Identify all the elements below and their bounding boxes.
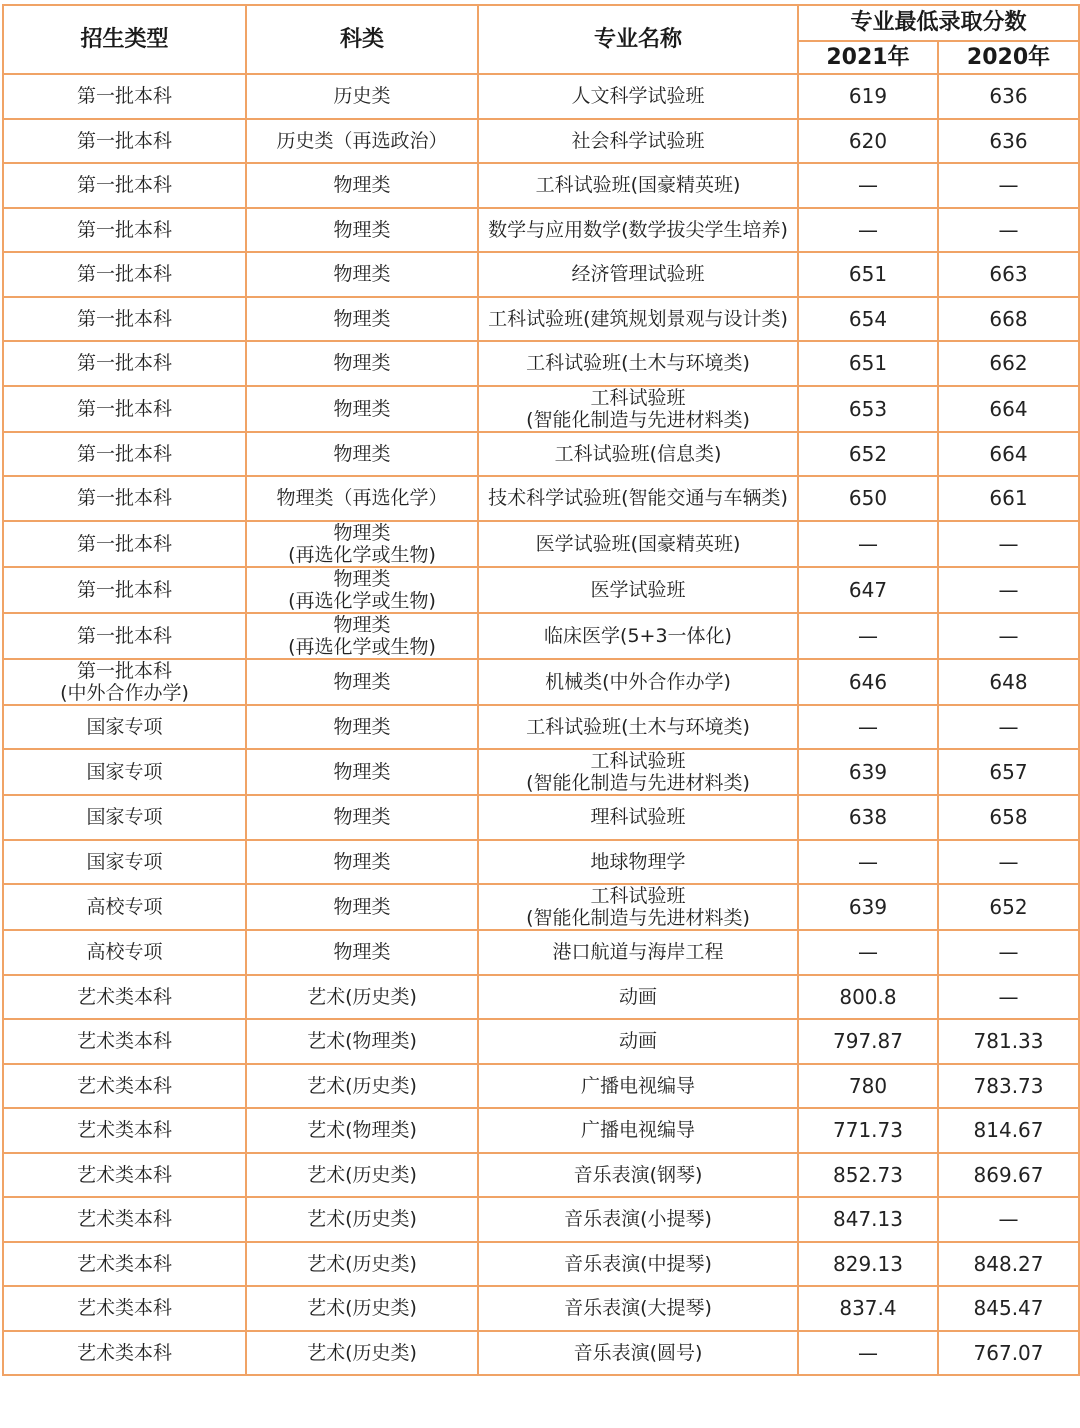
cell-score-2020: — <box>938 208 1079 253</box>
cell-score-2021: 800.8 <box>798 975 938 1020</box>
cell-major-name: 音乐表演(小提琴) <box>478 1197 798 1242</box>
cell-enrollment-type: 第一批本科 <box>3 297 246 342</box>
cell-score-2021: 639 <box>798 749 938 795</box>
cell-subject-category: 物理类 <box>246 795 478 840</box>
cell-score-2020: 636 <box>938 74 1079 119</box>
cell-score-2020: 668 <box>938 297 1079 342</box>
cell-score-2020: — <box>938 705 1079 750</box>
table-row <box>3 521 1079 567</box>
table-row <box>3 884 1079 930</box>
cell-enrollment-type: 高校专项 <box>3 930 246 975</box>
cell-major-name: 广播电视编导 <box>478 1108 798 1153</box>
cell-enrollment-type: 第一批本科 <box>3 208 246 253</box>
cell-subject-category: 艺术(历史类) <box>246 1153 478 1198</box>
cell-subject-category: 物理类 <box>246 749 478 795</box>
table-row <box>3 341 1079 386</box>
cell-score-2021: 647 <box>798 567 938 613</box>
cell-score-2020: 664 <box>938 432 1079 477</box>
cell-score-2020: 848.27 <box>938 1242 1079 1287</box>
cell-score-2021: 771.73 <box>798 1108 938 1153</box>
cell-subject-category: 物理类 <box>246 163 478 208</box>
cell-major-name: 地球物理学 <box>478 840 798 885</box>
cell-score-2021: — <box>798 1331 938 1376</box>
cell-score-2020: 814.67 <box>938 1108 1079 1153</box>
cell-enrollment-type: 艺术类本科 <box>3 1197 246 1242</box>
cell-score-2020: — <box>938 163 1079 208</box>
cell-subject-category: 物理类 <box>246 705 478 750</box>
cell-score-2021: 650 <box>798 476 938 521</box>
cell-major-name: 数学与应用数学(数学拔尖学生培养) <box>478 208 798 253</box>
cell-score-2020: 845.47 <box>938 1286 1079 1331</box>
cell-major-name: 港口航道与海岸工程 <box>478 930 798 975</box>
cell-score-2020: 636 <box>938 119 1079 164</box>
cell-major-name: 临床医学(5+3一体化) <box>478 613 798 659</box>
cell-score-2021: — <box>798 930 938 975</box>
cell-enrollment-type: 艺术类本科 <box>3 1242 246 1287</box>
cell-score-2021: 780 <box>798 1064 938 1109</box>
cell-enrollment-type: 国家专项 <box>3 705 246 750</box>
table-row <box>3 1064 1079 1109</box>
cell-score-2021: — <box>798 613 938 659</box>
cell-score-2021: 837.4 <box>798 1286 938 1331</box>
table-row <box>3 252 1079 297</box>
cell-score-2021: 646 <box>798 659 938 705</box>
cell-major-name: 音乐表演(钢琴) <box>478 1153 798 1198</box>
table-row <box>3 208 1079 253</box>
cell-score-2021: 653 <box>798 386 938 432</box>
cell-major-name: 工科试验班(土木与环境类) <box>478 705 798 750</box>
table-row <box>3 1242 1079 1287</box>
table-row <box>3 1108 1079 1153</box>
table-row <box>3 930 1079 975</box>
cell-score-2020: — <box>938 1197 1079 1242</box>
cell-major-name: 社会科学试验班 <box>478 119 798 164</box>
cell-enrollment-type: 第一批本科 <box>3 252 246 297</box>
cell-enrollment-type: 艺术类本科 <box>3 975 246 1020</box>
cell-enrollment-type: 第一批本科 <box>3 74 246 119</box>
cell-major-name: 音乐表演(大提琴) <box>478 1286 798 1331</box>
cell-enrollment-type: 艺术类本科 <box>3 1153 246 1198</box>
cell-subject-category: 艺术(历史类) <box>246 1331 478 1376</box>
table-body <box>3 74 1079 1375</box>
cell-subject-category: 物理类（再选化学） <box>246 476 478 521</box>
table-header <box>3 5 1079 74</box>
cell-subject-category: 艺术(物理类) <box>246 1019 478 1064</box>
header-enrollment-type: 招生类型 <box>3 5 246 74</box>
cell-subject-category: 物理类 <box>246 297 478 342</box>
cell-major-name: 动画 <box>478 975 798 1020</box>
cell-enrollment-type: 艺术类本科 <box>3 1064 246 1109</box>
table-row <box>3 119 1079 164</box>
cell-subject-category: 物理类 <box>246 884 478 930</box>
table-row <box>3 795 1079 840</box>
cell-enrollment-type: 第一批本科 <box>3 386 246 432</box>
cell-subject-category: 物理类 <box>246 432 478 477</box>
cell-score-2021: — <box>798 521 938 567</box>
cell-score-2021: 829.13 <box>798 1242 938 1287</box>
cell-enrollment-type: 第一批本科 <box>3 432 246 477</box>
cell-enrollment-type: 艺术类本科 <box>3 1286 246 1331</box>
cell-major-name: 工科试验班 (智能化制造与先进材料类) <box>478 386 798 432</box>
cell-score-2020: 661 <box>938 476 1079 521</box>
cell-enrollment-type: 第一批本科 <box>3 567 246 613</box>
cell-major-name: 工科试验班(建筑规划景观与设计类) <box>478 297 798 342</box>
table-row <box>3 1153 1079 1198</box>
cell-major-name: 工科试验班 (智能化制造与先进材料类) <box>478 749 798 795</box>
cell-enrollment-type: 第一批本科 <box>3 119 246 164</box>
cell-score-2020: 662 <box>938 341 1079 386</box>
cell-enrollment-type: 艺术类本科 <box>3 1331 246 1376</box>
cell-score-2021: 847.13 <box>798 1197 938 1242</box>
cell-enrollment-type: 第一批本科 <box>3 521 246 567</box>
cell-major-name: 医学试验班(国豪精英班) <box>478 521 798 567</box>
header-min-score-group: 专业最低录取分数 <box>798 5 1079 41</box>
cell-enrollment-type: 国家专项 <box>3 840 246 885</box>
cell-score-2020: — <box>938 975 1079 1020</box>
cell-subject-category: 物理类 <box>246 930 478 975</box>
cell-score-2020: 781.33 <box>938 1019 1079 1064</box>
cell-subject-category: 物理类 <box>246 341 478 386</box>
cell-enrollment-type: 艺术类本科 <box>3 1108 246 1153</box>
table-row <box>3 749 1079 795</box>
cell-score-2021: — <box>798 840 938 885</box>
cell-score-2021: — <box>798 163 938 208</box>
table-row <box>3 840 1079 885</box>
cell-score-2020: — <box>938 613 1079 659</box>
table-row <box>3 613 1079 659</box>
cell-major-name: 医学试验班 <box>478 567 798 613</box>
cell-major-name: 经济管理试验班 <box>478 252 798 297</box>
cell-major-name: 工科试验班(土木与环境类) <box>478 341 798 386</box>
cell-subject-category: 艺术(历史类) <box>246 975 478 1020</box>
cell-major-name: 工科试验班(国豪精英班) <box>478 163 798 208</box>
cell-score-2020: 657 <box>938 749 1079 795</box>
cell-subject-category: 物理类 <box>246 208 478 253</box>
cell-score-2020: 652 <box>938 884 1079 930</box>
cell-score-2020: 663 <box>938 252 1079 297</box>
table-row <box>3 386 1079 432</box>
cell-subject-category: 历史类（再选政治） <box>246 119 478 164</box>
cell-score-2020: — <box>938 930 1079 975</box>
table-row <box>3 705 1079 750</box>
cell-subject-category: 物理类 <box>246 659 478 705</box>
cell-subject-category: 艺术(历史类) <box>246 1286 478 1331</box>
cell-score-2021: — <box>798 208 938 253</box>
table-row <box>3 567 1079 613</box>
cell-score-2021: 651 <box>798 341 938 386</box>
cell-major-name: 技术科学试验班(智能交通与车辆类) <box>478 476 798 521</box>
cell-subject-category: 物理类 (再选化学或生物) <box>246 521 478 567</box>
table-row <box>3 163 1079 208</box>
cell-score-2020: — <box>938 840 1079 885</box>
cell-subject-category: 物理类 <box>246 840 478 885</box>
cell-major-name: 理科试验班 <box>478 795 798 840</box>
cell-enrollment-type: 国家专项 <box>3 749 246 795</box>
cell-subject-category: 物理类 (再选化学或生物) <box>246 613 478 659</box>
cell-score-2021: 654 <box>798 297 938 342</box>
cell-subject-category: 艺术(物理类) <box>246 1108 478 1153</box>
cell-major-name: 广播电视编导 <box>478 1064 798 1109</box>
cell-subject-category: 历史类 <box>246 74 478 119</box>
cell-major-name: 音乐表演(中提琴) <box>478 1242 798 1287</box>
cell-enrollment-type: 艺术类本科 <box>3 1019 246 1064</box>
cell-score-2021: 652 <box>798 432 938 477</box>
cell-score-2020: 869.67 <box>938 1153 1079 1198</box>
table-row <box>3 1331 1079 1376</box>
cell-subject-category: 物理类 <box>246 252 478 297</box>
cell-enrollment-type: 第一批本科 <box>3 341 246 386</box>
cell-subject-category: 艺术(历史类) <box>246 1242 478 1287</box>
header-major-name: 专业名称 <box>478 5 798 74</box>
cell-major-name: 人文科学试验班 <box>478 74 798 119</box>
cell-enrollment-type: 高校专项 <box>3 884 246 930</box>
header-year-2021: 2021年 <box>798 41 938 74</box>
cell-enrollment-type: 第一批本科 <box>3 613 246 659</box>
cell-score-2021: — <box>798 705 938 750</box>
table-row <box>3 476 1079 521</box>
cell-score-2021: 620 <box>798 119 938 164</box>
table-row <box>3 432 1079 477</box>
header-year-2020: 2020年 <box>938 41 1079 74</box>
header-subject-category: 科类 <box>246 5 478 74</box>
cell-enrollment-type: 国家专项 <box>3 795 246 840</box>
cell-score-2021: 639 <box>798 884 938 930</box>
cell-score-2020: — <box>938 567 1079 613</box>
table-row <box>3 1019 1079 1064</box>
table-row <box>3 1286 1079 1331</box>
table-row <box>3 975 1079 1020</box>
table-row <box>3 74 1079 119</box>
cell-score-2020: 658 <box>938 795 1079 840</box>
cell-score-2020: — <box>938 521 1079 567</box>
cell-score-2021: 619 <box>798 74 938 119</box>
cell-score-2020: 783.73 <box>938 1064 1079 1109</box>
cell-score-2020: 767.07 <box>938 1331 1079 1376</box>
cell-score-2021: 852.73 <box>798 1153 938 1198</box>
cell-subject-category: 物理类 <box>246 386 478 432</box>
cell-enrollment-type: 第一批本科 <box>3 476 246 521</box>
cell-subject-category: 物理类 (再选化学或生物) <box>246 567 478 613</box>
cell-major-name: 音乐表演(圆号) <box>478 1331 798 1376</box>
cell-score-2021: 638 <box>798 795 938 840</box>
table-row <box>3 297 1079 342</box>
admission-score-table <box>2 4 1080 1376</box>
cell-subject-category: 艺术(历史类) <box>246 1064 478 1109</box>
cell-major-name: 机械类(中外合作办学) <box>478 659 798 705</box>
cell-score-2021: 651 <box>798 252 938 297</box>
cell-major-name: 动画 <box>478 1019 798 1064</box>
cell-score-2020: 648 <box>938 659 1079 705</box>
cell-enrollment-type: 第一批本科 <box>3 163 246 208</box>
cell-enrollment-type: 第一批本科 (中外合作办学) <box>3 659 246 705</box>
table-row <box>3 659 1079 705</box>
cell-major-name: 工科试验班(信息类) <box>478 432 798 477</box>
cell-major-name: 工科试验班 (智能化制造与先进材料类) <box>478 884 798 930</box>
cell-score-2020: 664 <box>938 386 1079 432</box>
cell-subject-category: 艺术(历史类) <box>246 1197 478 1242</box>
cell-score-2021: 797.87 <box>798 1019 938 1064</box>
table-row <box>3 1197 1079 1242</box>
